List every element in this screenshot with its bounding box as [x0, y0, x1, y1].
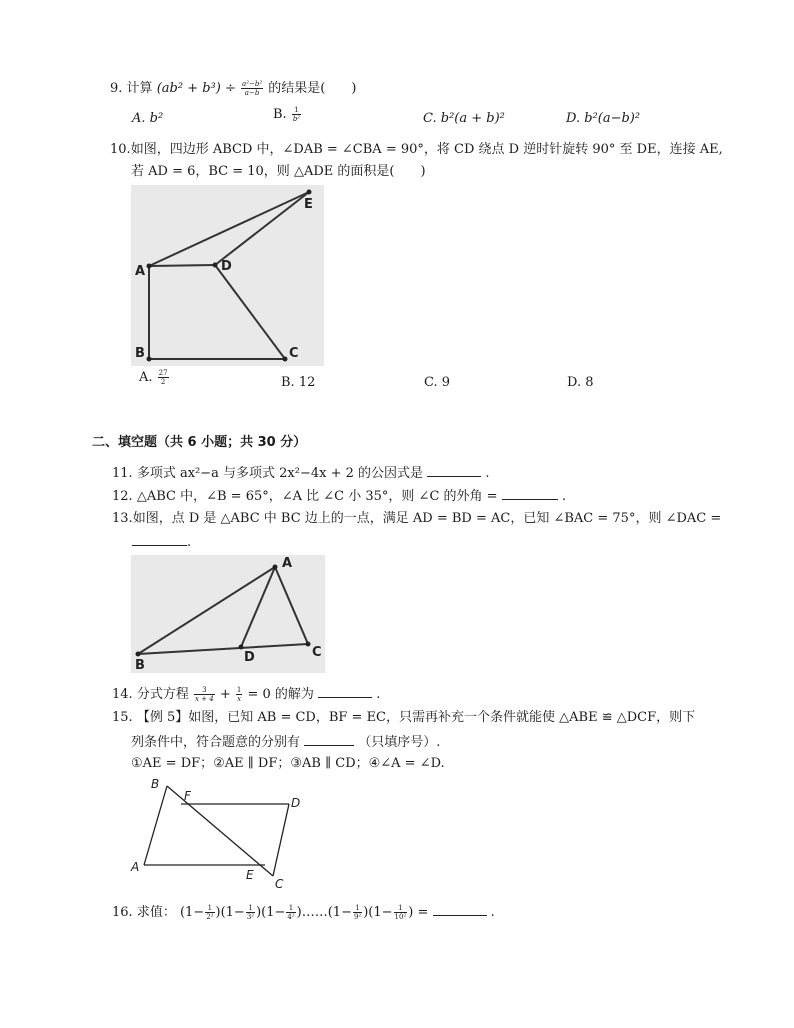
label-d: D [221, 259, 232, 274]
q12-answer-blank[interactable] [502, 486, 558, 500]
q16-stem: 16. 求值： (1− $\frac{1}{\text{2²}}$ )(1− $\frac{1}{\text{3²}}$ )(1− $\frac{1}{\text{4²}}$ )……(1− $\frac{1}{\text{9²}}$ )(1− $\frac{1}{\text{10²}}$ ) = . [112, 904, 495, 921]
q13-answer-blank[interactable] [132, 532, 187, 546]
label-a: A [282, 556, 293, 571]
q10-figure [131, 185, 324, 366]
segment-dc [273, 804, 289, 876]
q15-stem-line1: 15. 【例 5】如图，已知 AB = CD，BF = EC，只需再补充一个条件就能使 △ABE ≌ △DCF，则下 [112, 710, 696, 725]
vertex-b [136, 652, 141, 657]
q9-option-d: D. b²(a−b)² [566, 111, 641, 126]
q9-option-c: C. b²(a + b)² [423, 111, 505, 126]
q9-option-a: A. b² [132, 111, 164, 126]
vertex-d [213, 263, 218, 268]
section-title: 二、填空题（共 6 小题；共 30 分） [92, 435, 307, 450]
q11-answer-blank[interactable] [427, 463, 481, 477]
label-b: B [151, 777, 160, 791]
q14-answer-blank[interactable] [318, 684, 372, 698]
label-c: C [289, 346, 299, 361]
vertex-a [273, 565, 278, 570]
segment-dc [215, 265, 285, 359]
vertex-e [307, 190, 312, 195]
q9-stem: 9. 计算 (ab² + b³) ÷ $\frac{\text{a²−b²}}{a-b}$ 的结果是( ) [110, 80, 357, 97]
vertex-c [283, 357, 288, 362]
label-a: A [131, 860, 140, 874]
label-b: B [135, 346, 145, 361]
q9-option-b: B. $\frac{1}{\text{b²}}$ [273, 106, 301, 123]
segment-bc [167, 786, 273, 876]
segment-bc [138, 644, 308, 654]
q15-conditions: ①AE = DF；②AE ∥ DF；③AB ∥ CD；④∠A = ∠D. [131, 756, 445, 771]
q13-figure [131, 555, 325, 673]
q16-answer-blank[interactable] [433, 902, 487, 916]
q13-stem-line2: . [132, 532, 191, 552]
segment-ac [275, 567, 308, 644]
q10-stem-line1: 10.如图，四边形 ABCD 中，∠DAB = ∠CBA = 90°，将 CD 绕点 D 逆时针旋转 90° 至 DE，连接 AE, [110, 142, 723, 157]
q15-stem-line2: 列条件中，符合题意的分别有 （只填序号）. [131, 732, 440, 752]
q9-fraction: $\frac{\text{a²−b²}}{a-b}$ [242, 80, 263, 97]
q13-stem-line1: 13.如图，点 D 是 △ABC 中 BC 边上的一点，满足 AD = BD = AC，已知 ∠BAC = 75°，则 ∠DAC = [112, 511, 722, 526]
label-a: A [135, 264, 146, 279]
label-e: E [304, 197, 313, 212]
vertex-c [306, 642, 311, 647]
q10-option-a: A. $\frac{27}{2}$ [139, 369, 168, 386]
q15-diagram [126, 776, 316, 894]
vertex-a [147, 264, 152, 269]
q13-diagram [131, 555, 325, 673]
label-d: D [291, 796, 301, 810]
q10-option-d: D. 8 [567, 375, 594, 390]
q10-stem-line2: 若 AD = 6，BC = 10，则 △ADE 的面积是( ) [131, 164, 426, 179]
q15-figure [126, 776, 316, 894]
q14-stem: 14. 分式方程 $\frac{3}{x + 4}$ + $\frac{1}{x}$ = 0 的解为 . [112, 686, 381, 703]
q10-option-c: C. 9 [424, 375, 451, 390]
q15-answer-blank[interactable] [304, 732, 354, 746]
q12-stem: 12. △ABC 中，∠B = 65°，∠A 比 ∠C 小 35°，则 ∠C 的外角 = . [112, 486, 566, 506]
q10-diagram [131, 185, 324, 366]
segment-ad [241, 567, 275, 647]
q11-stem: 11. 多项式 ax²−a 与多项式 2x²−4x + 2 的公因式是 . [112, 463, 489, 483]
vertex-b [147, 357, 152, 362]
label-c: C [275, 877, 284, 891]
vertex-d [239, 645, 244, 650]
q10-option-b: B. 12 [281, 375, 316, 390]
segment-ba [138, 567, 275, 654]
segment-ba [144, 786, 167, 865]
label-b: B [135, 658, 145, 673]
label-e: E [246, 868, 254, 882]
label-f: F [184, 789, 191, 803]
label-d: D [244, 650, 255, 665]
segment-ad [149, 265, 215, 266]
label-c: C [312, 645, 322, 660]
